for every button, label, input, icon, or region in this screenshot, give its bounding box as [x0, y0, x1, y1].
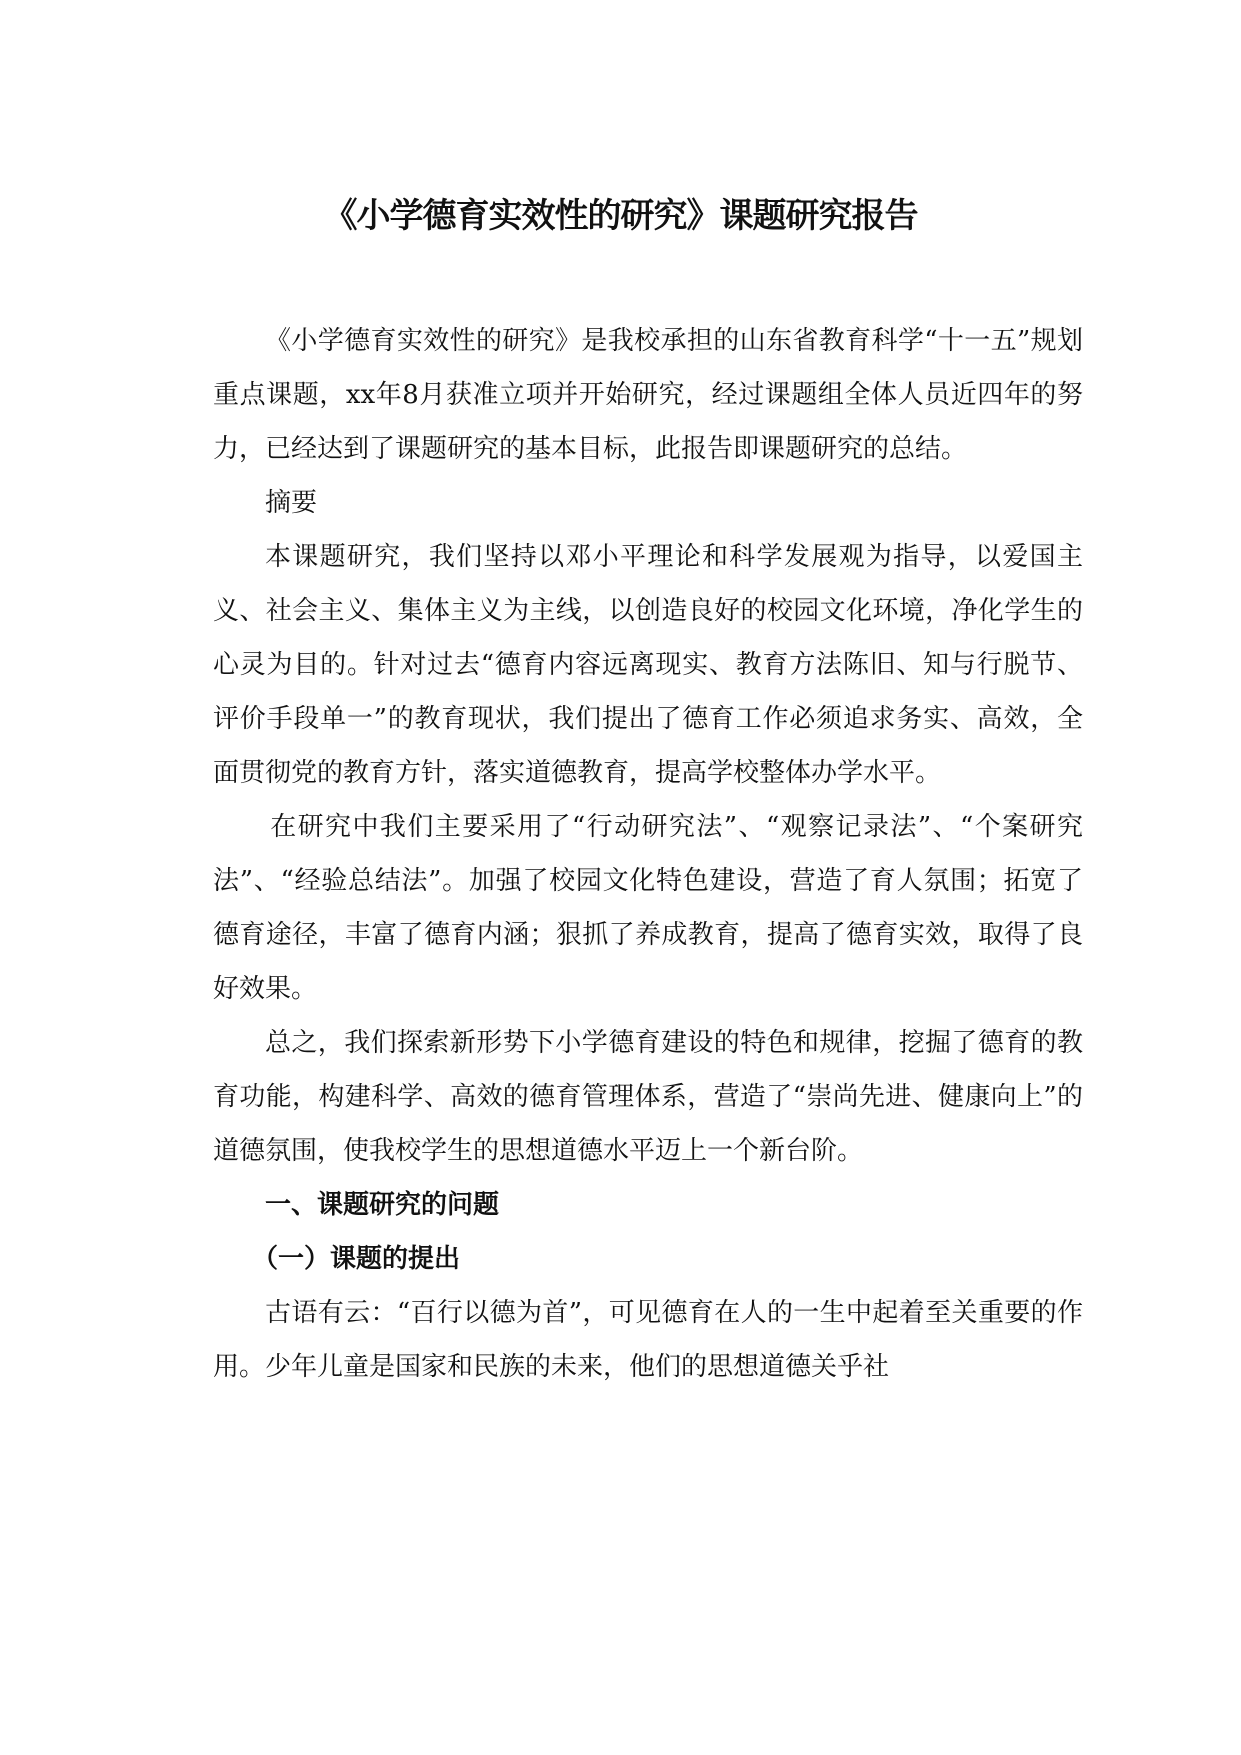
abstract-paragraph-3: 总之，我们探索新形势下小学德育建设的特色和规律，挖掘了德育的教育功能，构建科学、高效的德育管理体系，营造了“崇尚先进、健康向上”的道德氛围，使我校学生的思想道德水平迈上一个新台阶。 — [213, 1028, 1083, 1166]
section-heading-1: 一、课题研究的问题 — [265, 1190, 500, 1220]
abstract-label: 摘要 — [265, 488, 318, 518]
intro-paragraph: 《小学德育实效性的研究》是我校承担的山东省教育科学“十一五”规划重点课题，xx年8月获准立项并开始研究，经过课题组全体人员近四年的努力，已经达到了课题研究的基本目标，此报告即课题研究的总结。 — [213, 326, 1083, 464]
subsection-1-1-paragraph: 古语有云：“百行以德为首”，可见德育在人的一生中起着至关重要的作用。少年儿童是国家和民族的未来，他们的思想道德关乎社 — [213, 1298, 1083, 1382]
abstract-paragraph-1: 本课题研究，我们坚持以邓小平理论和科学发展观为指导，以爱国主义、社会主义、集体主义为主线，以创造良好的校园文化环境，净化学生的心灵为目的。针对过去“德育内容远离现实、教育方法陈旧、知与行脱节、评价手段单一”的教育现状，我们提出了德育工作必须追求务实、高效，全面贯彻党的教育方针，落实道德教育，提高学校整体办学水平。 — [213, 542, 1083, 788]
document-body — [213, 314, 1083, 1394]
abstract-paragraph-2: 在研究中我们主要采用了“行动研究法”、“观察记录法”、“个案研究法”、“经验总结法”。加强了校园文化特色建设，营造了育人氛围；拓宽了德育途径，丰富了德育内涵；狠抓了养成教育，提高了德育实效，取得了良好效果。 — [213, 812, 1083, 1004]
subsection-heading-1-1: （一）课题的提出 — [252, 1244, 461, 1274]
document-title: 《小学德育实效性的研究》课题研究报告 — [323, 196, 918, 236]
